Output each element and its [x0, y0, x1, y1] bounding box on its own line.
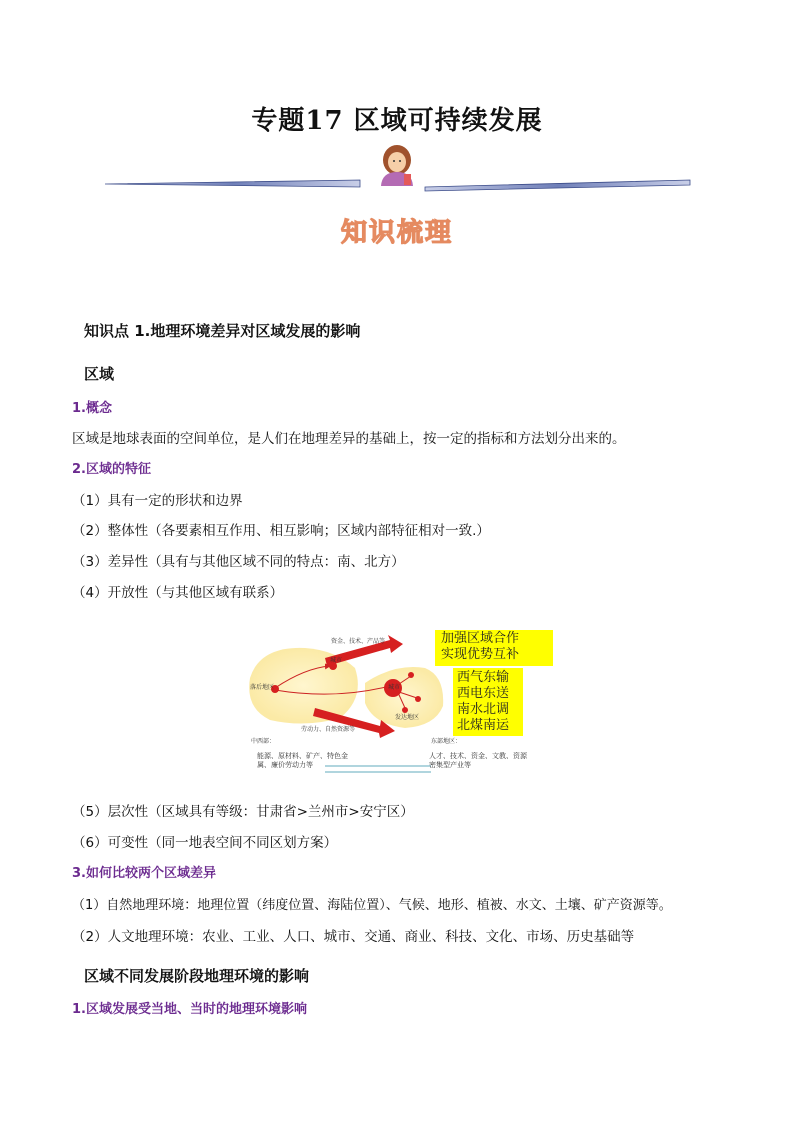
compare-1: （1）自然地理环境：地理位置（纬度位置、海陆位置）、气候、地形、植被、水文、土壤、矿产资源等。: [72, 898, 672, 913]
feature-4: （4）开放性（与其他区域有联系）: [72, 585, 284, 601]
box-line-1: 加强区域合作: [441, 631, 520, 646]
feature-6: （6）可变性（同一地表空间不同区划方案）: [72, 835, 338, 851]
west-text: 能源、原材料、矿产、特色金属、廉价劳动力等: [257, 752, 348, 769]
divider-left: [105, 180, 360, 187]
cooperation-box: [435, 630, 553, 666]
section-region: 区域: [84, 365, 115, 383]
west-title: 中西部：: [251, 738, 276, 745]
feature-5: （5）层次性（区域具有等级：甘肃省>兰州市>安宁区）: [72, 804, 414, 820]
project-1: 西气东输: [457, 670, 510, 685]
projects-box: [453, 668, 523, 736]
project-3: 南水北调: [457, 702, 510, 717]
compare-2: （2）人文地理环境：农业、工业、人口、城市、交通、商业、科技、文化、市场、历史基础等: [72, 929, 635, 945]
box-line-2: 实现优势互补: [441, 647, 520, 662]
page-title: 专题17 区域可持续发展: [251, 106, 543, 136]
feature-2: （2）整体性（各要素相互作用、相互影响；区域内部特征相对一致.）: [72, 523, 490, 539]
feature-3: （3）差异性（具有与其他区域不同的特点：南、北方）: [72, 554, 405, 570]
project-4: 北煤南运: [457, 718, 510, 733]
item1-label: 1.概念: [72, 401, 112, 416]
label-city: 城市: [330, 657, 343, 664]
label-hub: 城市: [388, 684, 401, 691]
label-bottom-arrow: 劳动力、自然资源等: [301, 726, 356, 733]
project-2: 西电东送: [457, 686, 510, 701]
stage-item1: 1.区域发展受当地、当时的地理环境影响: [72, 1002, 307, 1017]
teacher-icon: [381, 145, 413, 186]
divider-right: [425, 180, 690, 191]
label-top-arrow: 资金、技术、产品等: [331, 638, 386, 645]
item2-label: 2.区域的特征: [72, 462, 151, 477]
section-subtitle: 知识梳理: [340, 218, 453, 248]
label-developed: 发达地区: [395, 714, 420, 721]
section-stage: 区域不同发展阶段地理环境的影响: [84, 967, 310, 985]
east-text: 人才、技术、资金、文教、资源密集型产业等: [429, 752, 527, 769]
title-divider: [100, 140, 700, 196]
label-backward: 落后地区: [250, 684, 275, 691]
east-title: 东部地区：: [431, 738, 462, 745]
item1-text: 区域是地球表面的空间单位，是人们在地理差异的基础上，按一定的指标和方法划分出来的。: [72, 431, 626, 447]
kp1-heading: 知识点 1.地理环境差异对区域发展的影响: [84, 322, 361, 340]
feature-1: （1）具有一定的形状和边界: [72, 493, 243, 509]
region-cooperation-figure: [245, 628, 555, 778]
item3-label: 3.如何比较两个区域差异: [72, 866, 216, 881]
